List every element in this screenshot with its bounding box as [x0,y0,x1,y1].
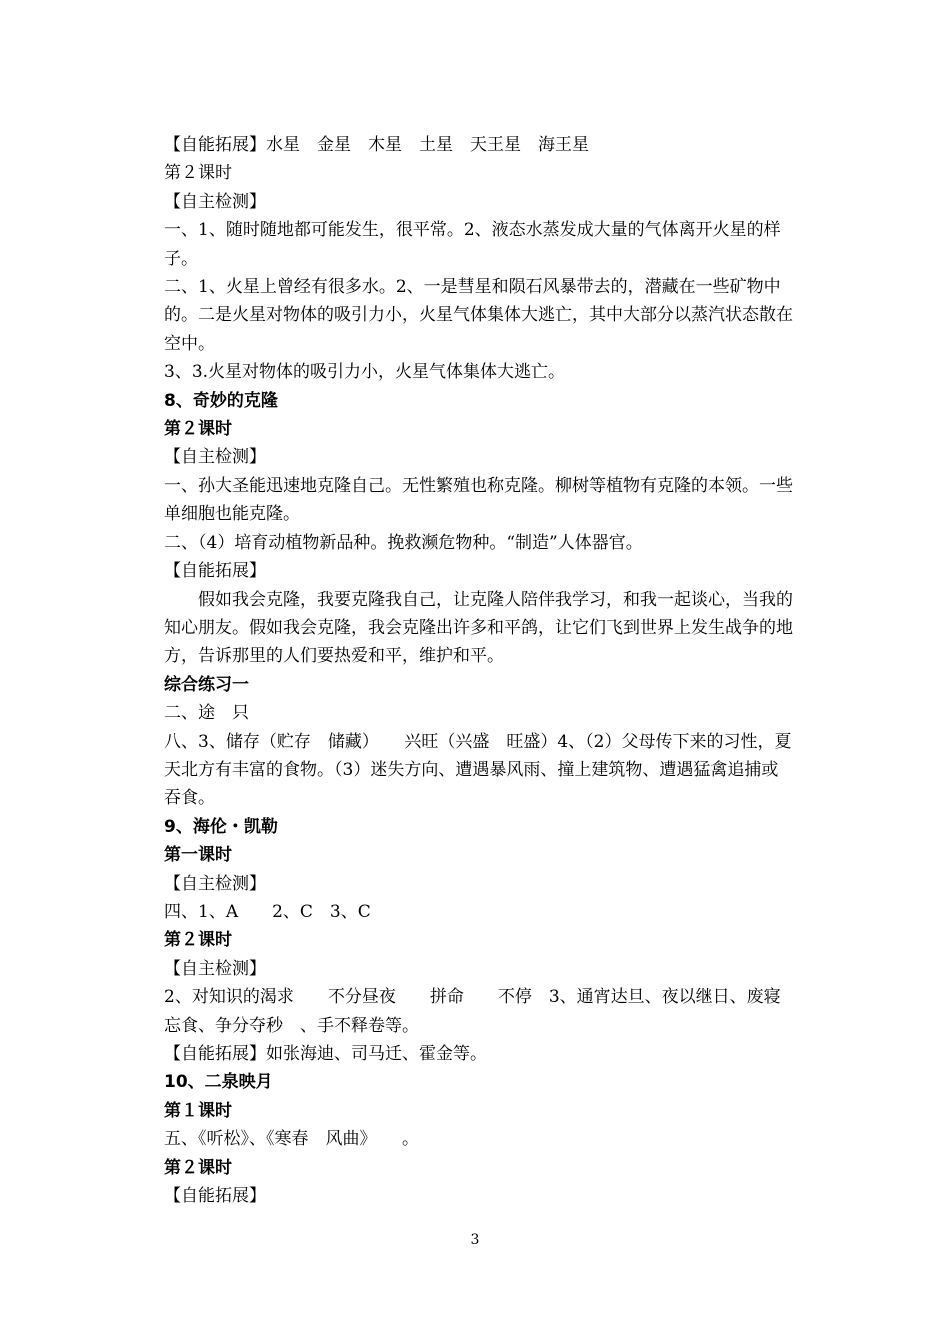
text-line: 一、1、随时随地都可能发生，很平常。2、液态水蒸发成大量的气体离开火星的样子。 [164,220,781,269]
text-line: 【自主检测】 [164,191,266,212]
document-body [164,131,794,1210]
section-heading: 10、二泉映月 [164,1072,273,1093]
section-heading: 第一课时 [164,845,232,866]
text-line: 【自主检测】 [164,958,266,979]
section-heading: 第２课时 [164,930,232,951]
text-line: 【自主检测】 [164,873,266,894]
text-line: 五、《听松》、《寒春 风曲》 。 [164,1129,419,1150]
text-line: 3、3.火星对物体的吸引力小，火星气体集体大逃亡。 [164,362,566,383]
page-number: 3 [470,1232,480,1248]
text-line: 【自能拓展】水星 金星 木星 土星 天王星 海王星 [164,135,589,155]
text-line: 二、（4）培育动植物新品种。挽救濒危物种。“制造”人体器官。 [164,532,643,553]
text-line: 二、1、火星上曾经有很多水。2、一是彗星和陨石风暴带去的，潜藏在一些矿物中的。二是火星对物体的吸引力小，火星气体集体大逃亡，其中大部分以蒸汽状态散在空中。 [164,277,793,354]
text-line: 二、途 只 [164,703,249,724]
text-line: 四、1、A 2、C 3、C [164,901,371,922]
text-line: 2、对知识的渴求 不分昼夜 拼命 不停 3、通宵达旦、夜以继日、废寝忘食、争分夺秒 、手不释卷等。 [164,987,781,1036]
section-heading: 第２课时 [164,1157,232,1178]
section-heading: 8、奇妙的克隆 [164,390,278,411]
section-heading: 第２课时 [164,419,232,440]
section-heading: 第１课时 [164,1100,232,1121]
text-line: 【自能拓展】 [164,1186,266,1207]
text-line: 假如我会克隆，我要克隆我自己，让克隆人陪伴我学习，和我一起谈心，当我的知心朋友。假如我会克隆，我会克隆出许多和平鸽，让它们飞到世界上发生战争的地方，告诉那里的人们要热爱和平，维护和平。 [164,589,793,667]
text-line: 【自主检测】 [164,447,266,468]
section-heading: 9、海伦・凯勒 [164,816,278,837]
text-line: 八、3、储存（贮存 储藏） 兴旺（兴盛 旺盛）4、（2）父母传下来的习性，夏天北方有丰富的食物。（3）迷失方向、遭遇暴风雨、撞上建筑物、遭遇猛禽追捕或吞食。 [164,731,792,809]
text-line: 第２课时 [164,163,232,184]
text-line: 一、孙大圣能迅速地克隆自己。无性繁殖也称克隆。柳树等植物有克隆的本领。一些单细胞也能克隆。 [164,475,793,525]
text-line: 【自能拓展】如张海迪、司马迁、霍金等。 [164,1044,487,1064]
text-line: 【自能拓展】 [164,561,266,582]
section-heading: 综合练习一 [164,674,249,695]
